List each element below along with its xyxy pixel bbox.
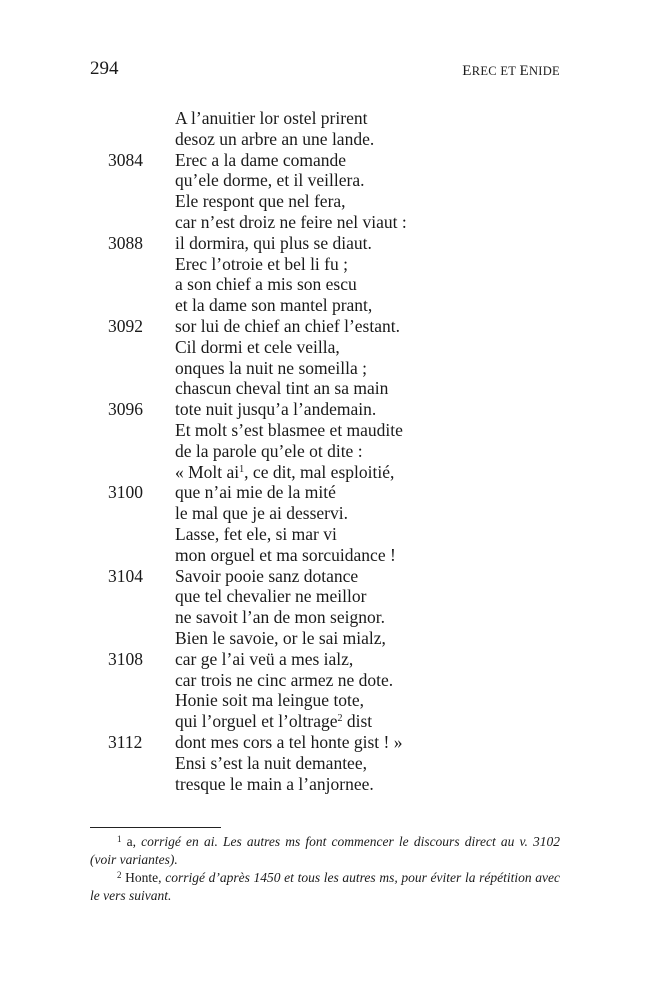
- verse-text: [175, 399, 376, 420]
- verse-text-main: le mal que je ai desservi.: [175, 503, 348, 524]
- verse-text-main: dont mes cors a tel honte gist ! »: [175, 731, 403, 752]
- verse-text-after: dist: [342, 711, 373, 732]
- verse-line: [0, 378, 650, 399]
- verse-text: [175, 150, 346, 171]
- footnote: [90, 833, 560, 869]
- line-number: 3108: [108, 648, 143, 669]
- verse-line: [0, 129, 650, 150]
- verse-text-main: Erec l’otroie et bel li fu ;: [175, 253, 348, 274]
- verse-text-main: Cil dormi et cele veilla,: [175, 336, 340, 357]
- verse-text: [175, 108, 367, 129]
- verse-text-main: mon orguel et ma sorcuidance !: [175, 544, 396, 565]
- verse-text-main: car trois ne cinc armez ne dote.: [175, 669, 394, 690]
- verse-text-main: sor lui de chief an chief l’estant.: [175, 315, 400, 336]
- line-number: 3092: [108, 315, 143, 336]
- verse-text: [175, 274, 357, 295]
- verse-text: [175, 732, 402, 753]
- running-head-word: REC: [471, 64, 497, 78]
- verse-block: [0, 108, 650, 794]
- verse-text-main: qu’ele dorme, et il veillera.: [175, 170, 365, 191]
- verse-text: [175, 254, 348, 275]
- running-head-word: ET: [500, 64, 517, 78]
- verse-text: [175, 670, 393, 691]
- verse-text: [175, 358, 367, 379]
- verse-text-main: et la dame son mantel prant,: [175, 295, 373, 316]
- verse-text: [175, 607, 385, 628]
- verse-line: [0, 108, 650, 129]
- verse-line: [0, 670, 650, 691]
- verse-line: [0, 503, 650, 524]
- verse-text-main: onques la nuit ne someilla ;: [175, 357, 367, 378]
- verse-text: [175, 774, 374, 795]
- line-number: 3096: [108, 399, 143, 420]
- verse-text: [175, 503, 348, 524]
- verse-text-main: car ge l’ai veü a mes ialz,: [175, 648, 354, 669]
- verse-line: [0, 295, 650, 316]
- verse-text-main: que n’ai mie de la mité: [175, 482, 336, 503]
- verse-line: [0, 170, 650, 191]
- verse-text-after: , ce dit, mal esploitié,: [244, 461, 395, 482]
- verse-text: [175, 649, 353, 670]
- verse-text-main: « Molt ai: [175, 461, 240, 482]
- line-number: 3084: [108, 149, 143, 170]
- verse-text: [175, 441, 363, 462]
- footnote-text: corrigé d’après 1450 et tous les autres ms, pour éviter la répétition avec le vers suivant.: [90, 870, 560, 903]
- verse-text-main: de la parole qu’ele ot dite :: [175, 440, 363, 461]
- footnotes: [90, 833, 560, 905]
- footnote-ref: 1: [239, 463, 245, 475]
- verse-line: [0, 316, 650, 337]
- verse-text: [175, 482, 336, 503]
- verse-line: [0, 358, 650, 379]
- verse-line: [0, 420, 650, 441]
- verse-line: [0, 212, 650, 233]
- verse-text: [175, 566, 358, 587]
- verse-text-main: Ensi s’est la nuit demantee,: [175, 752, 367, 773]
- verse-text: [175, 462, 394, 483]
- verse-text-main: tresque le main a l’anjornee.: [175, 773, 374, 794]
- verse-line: [0, 337, 650, 358]
- verse-text-main: Lasse, fet ele, si mar vi: [175, 523, 337, 544]
- verse-text-main: ne savoit l’an de mon seignor.: [175, 607, 385, 628]
- verse-line: [0, 732, 650, 753]
- verse-line: [0, 649, 650, 670]
- verse-line: [0, 586, 650, 607]
- verse-line: [0, 628, 650, 649]
- verse-text-main: desoz un arbre an une lande.: [175, 128, 375, 149]
- verse-text: [175, 524, 337, 545]
- verse-text: [175, 337, 340, 358]
- verse-line: [0, 399, 650, 420]
- verse-text: [175, 753, 367, 774]
- verse-line: [0, 566, 650, 587]
- verse-text-main: Erec a la dame comande: [175, 149, 347, 170]
- verse-text: [175, 233, 372, 254]
- verse-text: [175, 316, 400, 337]
- verse-text: [175, 212, 407, 233]
- footnote-lemma: a,: [121, 834, 142, 849]
- footnote-marker: 2: [117, 870, 122, 880]
- verse-text-main: Honie soit ma leingue tote,: [175, 690, 365, 711]
- verse-line: [0, 524, 650, 545]
- verse-text-main: A l’anuitier lor ostel prirent: [175, 108, 368, 128]
- verse-text: [175, 690, 364, 711]
- verse-line: [0, 545, 650, 566]
- verse-text-main: Bien le savoie, or le sai mialz,: [175, 627, 386, 648]
- verse-line: [0, 462, 650, 483]
- line-number: 3112: [108, 731, 143, 752]
- verse-text: [175, 129, 374, 150]
- verse-text: [175, 420, 403, 441]
- verse-line: [0, 254, 650, 275]
- footnote-marker: 1: [117, 834, 122, 844]
- verse-text-main: car n’est droiz ne feire nel viaut :: [175, 211, 407, 232]
- verse-text-main: Et molt s’est blasmee et maudite: [175, 419, 403, 440]
- verse-text: [175, 191, 346, 212]
- running-head-initial: E: [519, 63, 529, 79]
- verse-line: [0, 274, 650, 295]
- verse-text: [175, 711, 372, 732]
- footnote-text: corrigé en ai. Les autres ms font commencer le discours direct au v. 3102 (voir variantes).: [90, 834, 561, 867]
- verse-text: [175, 628, 386, 649]
- footnote-rule: [90, 827, 221, 828]
- line-number: 3088: [108, 232, 143, 253]
- line-number: 3104: [108, 565, 143, 586]
- footnote: [90, 869, 560, 905]
- verse-text: [175, 170, 365, 191]
- footnote-ref: 2: [337, 713, 343, 725]
- verse-line: [0, 482, 650, 503]
- verse-text: [175, 295, 372, 316]
- verse-line: [0, 607, 650, 628]
- running-head-word: NIDE: [528, 64, 560, 78]
- running-head-initial: E: [462, 63, 472, 79]
- verse-text: [175, 545, 396, 566]
- verse-text-main: a son chief a mis son escu: [175, 274, 357, 295]
- verse-text-main: il dormira, qui plus se diaut.: [175, 232, 372, 253]
- running-head: [462, 63, 560, 80]
- verse-text-main: que tel chevalier ne meillor: [175, 586, 367, 607]
- line-number: 3100: [108, 482, 143, 503]
- verse-line: [0, 753, 650, 774]
- verse-text: [175, 586, 366, 607]
- footnote-lemma: Honte,: [121, 870, 166, 885]
- verse-line: [0, 711, 650, 732]
- verse-text-main: Savoir pooie sanz dotance: [175, 565, 359, 586]
- verse-line: [0, 690, 650, 711]
- verse-text-main: tote nuit jusqu’a l’andemain.: [175, 399, 377, 420]
- verse-text: [175, 378, 388, 399]
- verse-line: [0, 233, 650, 254]
- page-number: 294: [90, 58, 119, 79]
- verse-line: [0, 441, 650, 462]
- verse-line: [0, 150, 650, 171]
- verse-text-main: Ele respont que nel fera,: [175, 191, 346, 212]
- verse-text-main: qui l’orguel et l’oltrage: [175, 711, 338, 732]
- verse-line: [0, 774, 650, 795]
- verse-text-main: chascun cheval tint an sa main: [175, 378, 389, 399]
- verse-line: [0, 191, 650, 212]
